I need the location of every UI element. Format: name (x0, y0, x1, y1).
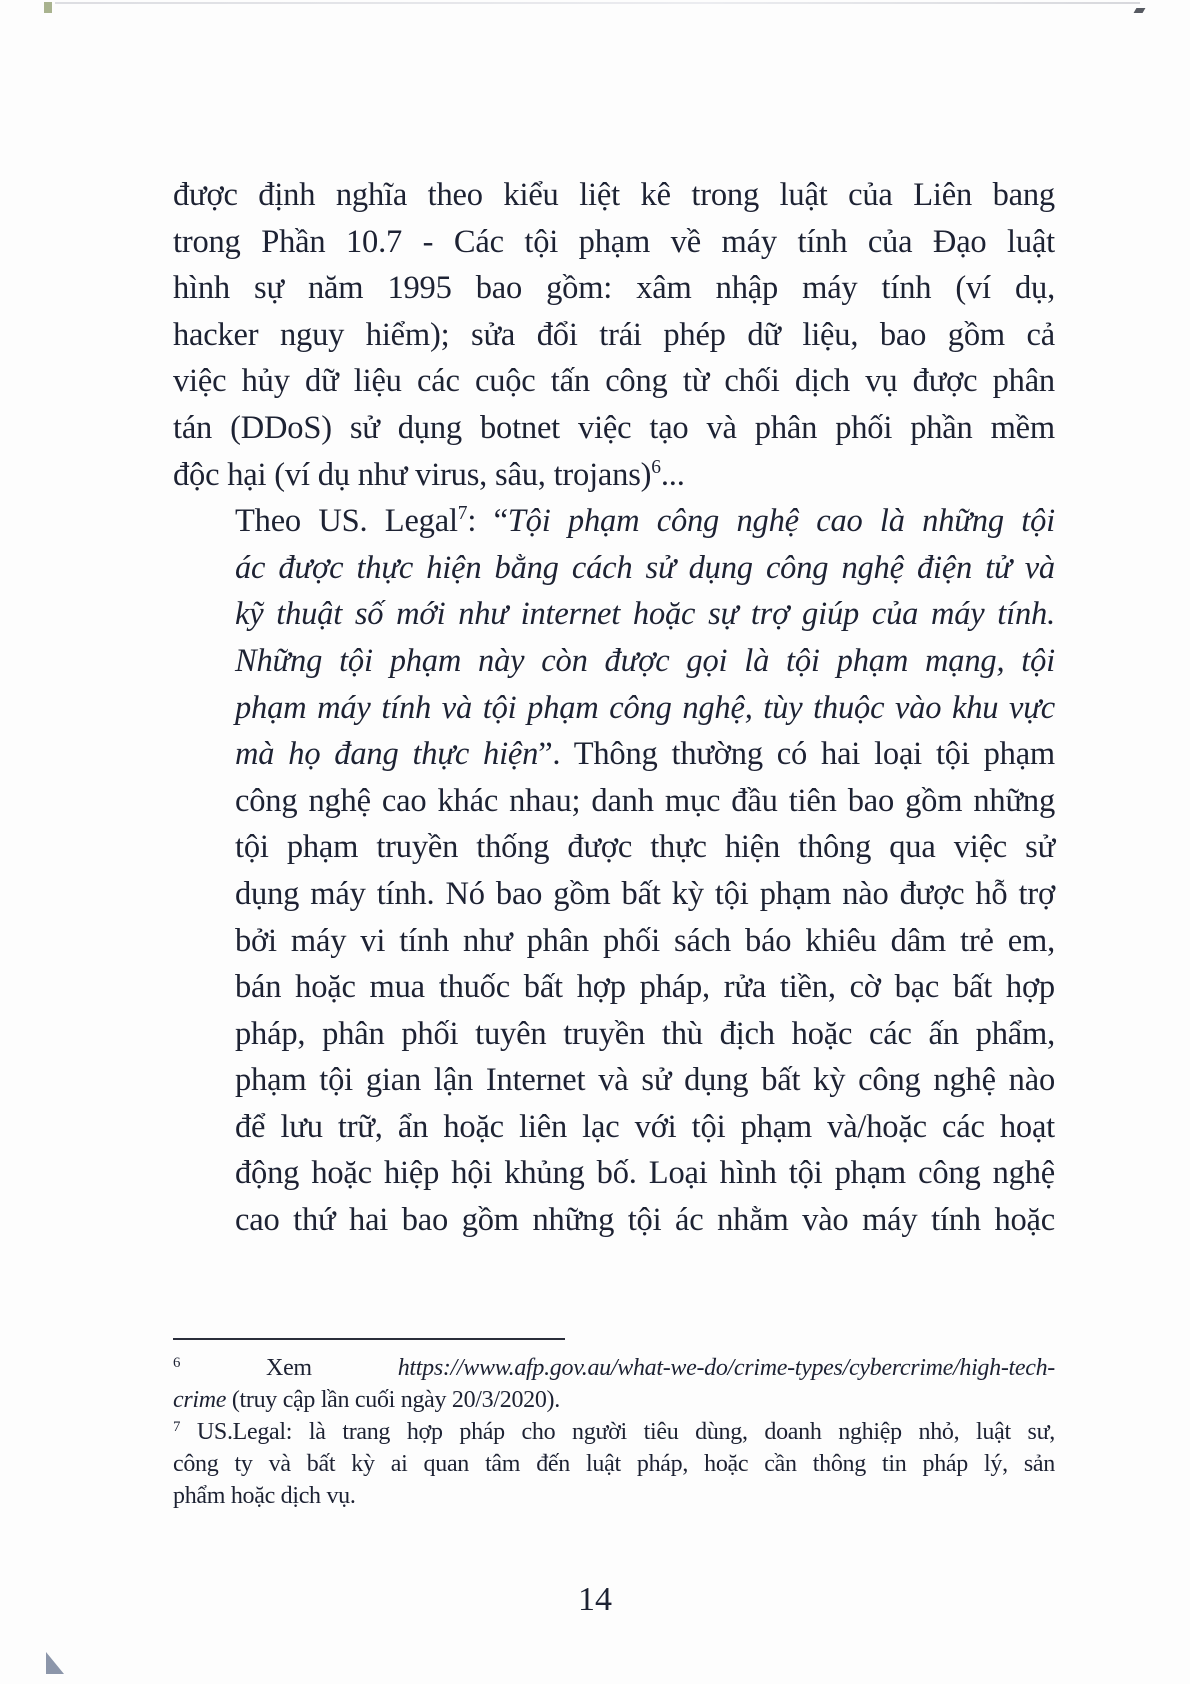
footnote-line: phẩm hoặc dịch vụ. (173, 1483, 356, 1509)
footnote-line: công ty và bất kỳ ai quan tâm đến luật pháp, hoặc cần thông tin pháp lý, sản (173, 1451, 1055, 1477)
footnote-separator (173, 1338, 565, 1340)
text-line: bởi máy vi tính như phân phối sách báo khiêu dâm trẻ em, (235, 922, 1055, 959)
footnote-text: (truy cập lần cuối ngày 20/3/2020). (226, 1387, 560, 1413)
footnotes (173, 1352, 1055, 1512)
quote-line: ác được thực hiện bằng cách sử dụng công nghệ điện tử và (235, 549, 1055, 586)
text-line: để lưu trữ, ẩn hoặc liên lạc với tội phạm và/hoặc các hoạt (235, 1108, 1055, 1145)
text-line (173, 498, 1055, 545)
footnote-url[interactable]: https://www.afp.gov.au/what-we-do/crime-types/cybercrime/high-tech- (397, 1355, 1055, 1381)
scan-corner-mark-bottom-left (46, 1652, 64, 1674)
text-line: trong Phần 10.7 - Các tội phạm về máy tính của Đạo luật (173, 223, 1055, 260)
text-line: cao thứ hai bao gồm những tội ác nhằm vào máy tính hoặc (235, 1202, 1055, 1239)
paragraph-1 (173, 172, 1055, 498)
footnote-ref-6[interactable]: 6 (651, 456, 661, 478)
footnote-url[interactable]: crime (173, 1387, 227, 1413)
text-line: dụng máy tính. Nó bao gồm bất kỳ tội phạm nào được hỗ trợ (235, 875, 1055, 912)
footnote-ref-7[interactable]: 7 (457, 503, 468, 525)
text-fragment: ”. Thông thường có hai loại tội phạm (538, 736, 1056, 773)
text-line: việc hủy dữ liệu các cuộc tấn công từ chối dịch vụ được phân (173, 363, 1055, 400)
scan-edge-artifact (55, 2, 1140, 4)
text-line: pháp, phân phối tuyên truyền thù địch hoặc các ấn phẩm, (235, 1015, 1055, 1052)
text-line: tán (DDoS) sử dụng botnet việc tạo và phân phối phần mềm (173, 409, 1055, 446)
footnote-number: 7 (173, 1418, 181, 1435)
text-line (173, 731, 1055, 778)
footnote-line (173, 1352, 1055, 1384)
footnote-7 (173, 1416, 1055, 1512)
text-line: hacker nguy hiểm); sửa đổi trái phép dữ liệu, bao gồm cả (173, 316, 1055, 353)
quote-text: mà họ đang thực hiện (235, 736, 539, 773)
paragraph-2 (173, 498, 1055, 1244)
quote-line: kỹ thuật số mới như internet hoặc sự trợ giúp của máy tính. (235, 596, 1055, 633)
footnote-6 (173, 1352, 1055, 1416)
text-line: động hoặc hiệp hội khủng bố. Loại hình tội phạm công nghệ (235, 1155, 1055, 1192)
text-line: phạm tội gian lận Internet và sử dụng bất kỳ công nghệ nào (235, 1062, 1055, 1099)
text-line: bán hoặc mua thuốc bất hợp pháp, rửa tiền, cờ bạc bất hợp (235, 969, 1055, 1006)
footnote-line (173, 1384, 1055, 1416)
footnote-text: US.Legal: là trang hợp pháp cho người tiêu dùng, doanh nghiệp nhỏ, luật sư, (180, 1419, 1055, 1445)
footnote-text: Xem (180, 1355, 398, 1381)
page-number: 14 (578, 1581, 612, 1618)
text-fragment: Theo US. Legal (235, 503, 458, 540)
text-line: công nghệ cao khác nhau; danh mục đầu tiên bao gồm những (235, 782, 1055, 819)
text-fragment: độc hại (ví dụ như virus, sâu, trojans) (173, 456, 652, 493)
text-line: hình sự năm 1995 bao gồm: xâm nhập máy tính (ví dụ, (173, 270, 1055, 307)
text-line: tội phạm truyền thống được thực hiện thông qua việc sử (235, 829, 1055, 866)
quote-line: phạm máy tính và tội phạm công nghệ, tùy thuộc vào khu vực (235, 689, 1055, 726)
quote-text: Tội phạm công nghệ cao là những tội (507, 503, 1055, 540)
footnote-line (173, 1416, 1055, 1448)
body-text (173, 172, 1055, 1244)
text-line: được định nghĩa theo kiểu liệt kê trong luật của Liên bang (173, 177, 1055, 213)
scan-corner-mark-top-left (44, 2, 52, 13)
text-fragment: ... (660, 456, 685, 493)
scan-corner-mark-top-right (1134, 8, 1146, 13)
text-fragment: : “ (467, 503, 508, 540)
text-line (173, 452, 1055, 499)
footnote-number: 6 (173, 1354, 181, 1371)
quote-line: Những tội phạm này còn được gọi là tội phạm mạng, tội (235, 642, 1055, 679)
